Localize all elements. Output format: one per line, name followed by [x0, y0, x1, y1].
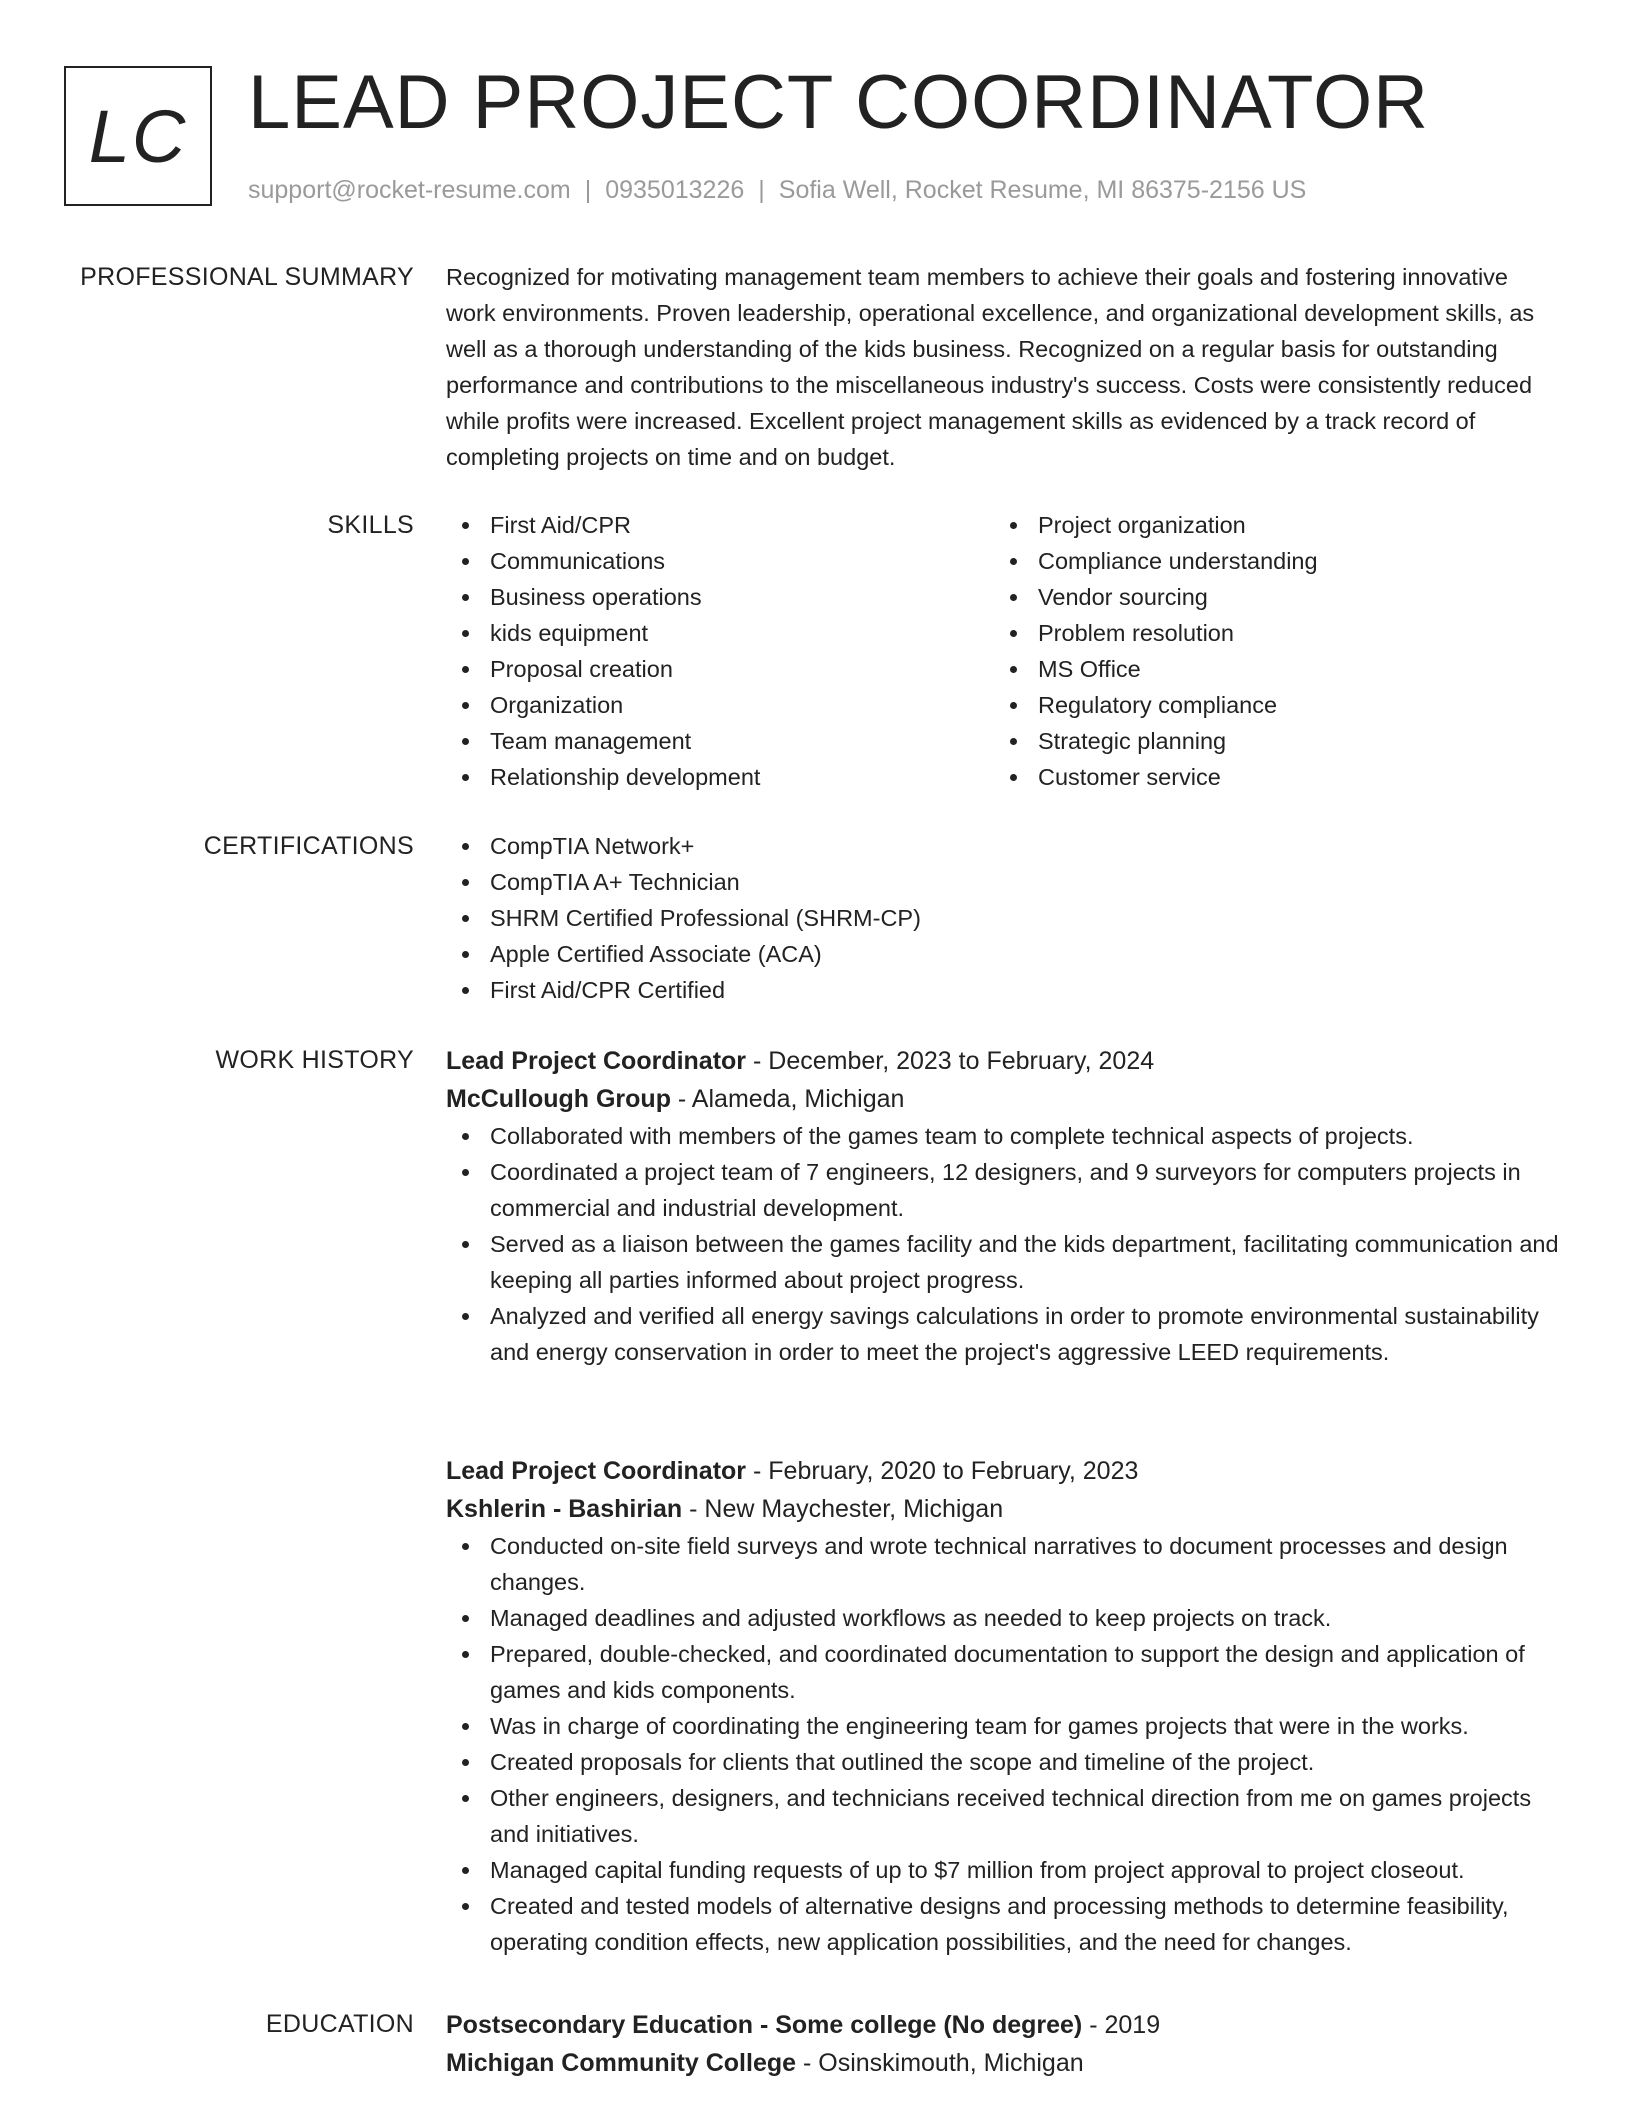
work-history-body	[446, 1452, 1564, 1960]
certification-item: SHRM Certified Professional (SHRM-CP)	[446, 900, 1564, 936]
job-dates: - February, 2020 to February, 2023	[746, 1457, 1139, 1485]
education-school-line	[446, 2044, 1564, 2082]
section-label: WORK HISTORY	[215, 1046, 414, 1074]
job-bullet: Created and tested models of alternative designs and processing methods to determine feasibility, operating condition effects, new application possibilities, and the need for changes.	[446, 1888, 1564, 1960]
job-bullet-list	[446, 1528, 1564, 1960]
skill-item: MS Office	[994, 651, 1542, 687]
job-bullet: Coordinated a project team of 7 engineers, 12 designers, and 9 surveyors for computers projects in commercial and industrial development.	[446, 1154, 1564, 1226]
contact-address: Sofia Well, Rocket Resume, MI 86375-2156 US	[778, 176, 1307, 204]
monogram-box	[64, 66, 212, 206]
job-bullet: Analyzed and verified all energy savings calculations in order to promote environmental sustainability and energy conservation in order to meet the project's aggressive LEED requirements.	[446, 1298, 1564, 1370]
skill-item: Team management	[446, 723, 994, 759]
education-school: Michigan Community College	[446, 2049, 797, 2077]
education-year: - 2019	[1082, 2011, 1161, 2039]
contact-separator: |	[758, 176, 765, 204]
certification-item: CompTIA Network+	[446, 828, 1564, 864]
section-label: CERTIFICATIONS	[203, 832, 414, 860]
certification-item: First Aid/CPR Certified	[446, 972, 1564, 1008]
skill-item: Regulatory compliance	[994, 687, 1542, 723]
contact-email[interactable]: support@rocket-resume.com	[248, 176, 571, 204]
job-company-line	[446, 1490, 1564, 1528]
resume-title: LEAD PROJECT COORDINATOR	[248, 60, 1430, 145]
job-bullet: Served as a liaison between the games facility and the kids department, facilitating communication and keeping all parties informed about project progress.	[446, 1226, 1564, 1298]
education-body	[446, 2006, 1564, 2082]
section-label: PROFESSIONAL SUMMARY	[80, 263, 414, 291]
certification-item: CompTIA A+ Technician	[446, 864, 1564, 900]
education-location: - Osinskimouth, Michigan	[796, 2049, 1084, 2077]
skill-item: Customer service	[994, 759, 1542, 795]
certification-item: Apple Certified Associate (ACA)	[446, 936, 1564, 972]
job-title-line	[446, 1452, 1564, 1490]
job-bullet: Prepared, double-checked, and coordinated documentation to support the design and application of games and kids components.	[446, 1636, 1564, 1708]
skill-item: Business operations	[446, 579, 994, 615]
summary-body	[446, 259, 1564, 475]
skill-item: Vendor sourcing	[994, 579, 1542, 615]
job-company-line	[446, 1080, 1564, 1118]
skill-item: Organization	[446, 687, 994, 723]
skill-item: Relationship development	[446, 759, 994, 795]
skill-item: Communications	[446, 543, 994, 579]
job-location: - New Maychester, Michigan	[682, 1495, 1004, 1523]
skill-item: Project organization	[994, 507, 1542, 543]
job-bullet: Collaborated with members of the games team to complete technical aspects of projects.	[446, 1118, 1564, 1154]
job-title: Lead Project Coordinator	[446, 1047, 747, 1075]
skill-item: Strategic planning	[994, 723, 1542, 759]
education-degree-line	[446, 2006, 1564, 2044]
job-location: - Alameda, Michigan	[670, 1085, 905, 1113]
job-company: McCullough Group	[446, 1085, 671, 1113]
work-history-body	[446, 1042, 1564, 1370]
section-label: SKILLS	[327, 511, 414, 539]
skill-item: Proposal creation	[446, 651, 994, 687]
skill-item: First Aid/CPR	[446, 507, 994, 543]
job-dates: - December, 2023 to February, 2024	[746, 1047, 1155, 1075]
skill-item: Compliance understanding	[994, 543, 1542, 579]
job-title-line	[446, 1042, 1564, 1080]
education-degree: Postsecondary Education - Some college (No degree)	[446, 2011, 1083, 2039]
section-label: EDUCATION	[265, 2010, 414, 2038]
skills-list-right	[994, 507, 1542, 795]
certifications-body	[446, 828, 1564, 1008]
monogram-initials: LC	[88, 94, 188, 178]
job-entry	[446, 1452, 1564, 1960]
contact-separator: |	[584, 176, 592, 204]
contact-line	[248, 174, 1306, 206]
certifications-list	[446, 828, 1564, 1008]
job-bullet-list	[446, 1118, 1564, 1370]
job-title: Lead Project Coordinator	[446, 1457, 747, 1485]
job-bullet: Conducted on-site field surveys and wrote technical narratives to document processes and design changes.	[446, 1528, 1564, 1600]
job-bullet: Managed deadlines and adjusted workflows as needed to keep projects on track.	[446, 1600, 1564, 1636]
job-bullet: Managed capital funding requests of up to $7 million from project approval to project closeout.	[446, 1852, 1564, 1888]
skill-item: Problem resolution	[994, 615, 1542, 651]
skills-list-left	[446, 507, 994, 795]
summary-text: Recognized for motivating management team members to achieve their goals and fostering innovative work environments. Proven leadership, operational excellence, and organizational development skills, as well as a thorough understanding of the kids business. Recognized on a regular basis for outstanding performance and contributions to the miscellaneous industry's success. Costs were consistently reduced while profits were increased. Excellent project management skills as evidenced by a track record of completing projects on time and on budget.	[446, 264, 1535, 470]
job-bullet: Created proposals for clients that outlined the scope and timeline of the project.	[446, 1744, 1564, 1780]
contact-phone[interactable]: 0935013226	[605, 176, 745, 204]
skills-body	[446, 507, 1564, 795]
job-bullet: Other engineers, designers, and technicians received technical direction from me on games projects and initiatives.	[446, 1780, 1564, 1852]
skill-item: kids equipment	[446, 615, 994, 651]
job-entry	[446, 1042, 1564, 1370]
job-bullet: Was in charge of coordinating the engineering team for games projects that were in the works.	[446, 1708, 1564, 1744]
job-company: Kshlerin - Bashirian	[446, 1495, 683, 1523]
